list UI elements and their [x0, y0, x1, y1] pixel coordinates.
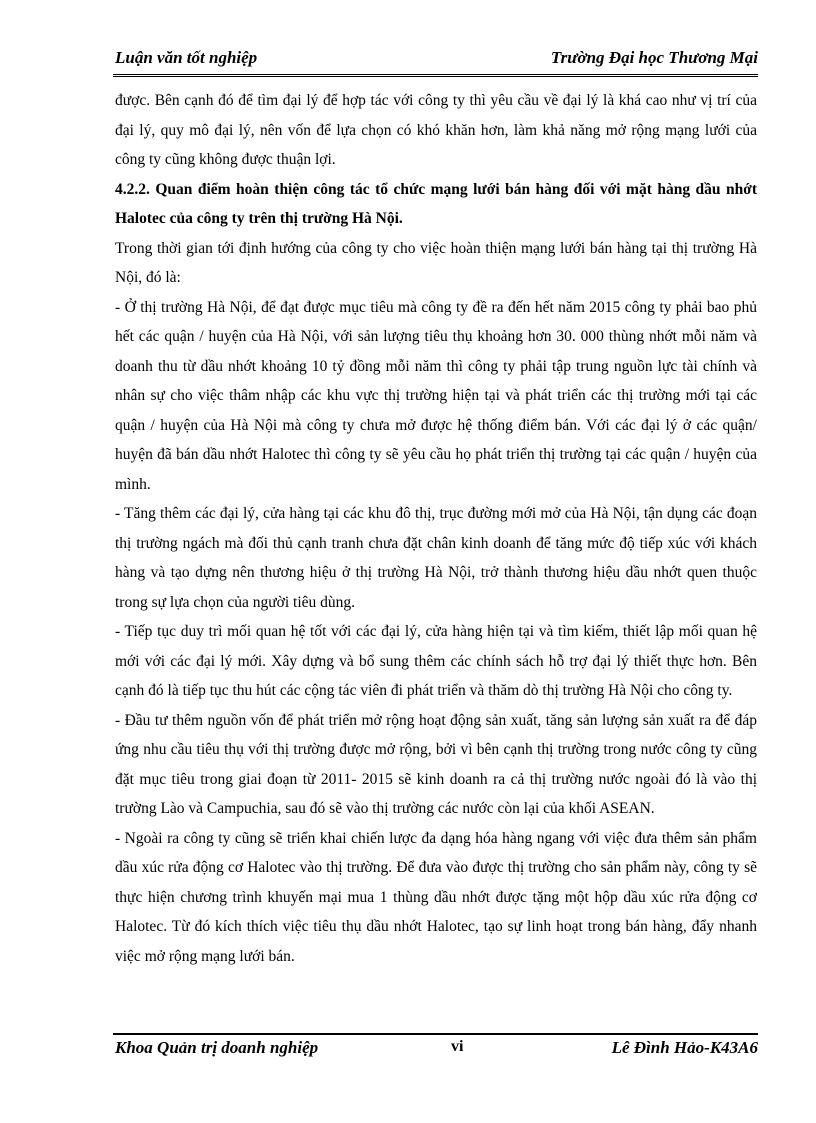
- footer-faculty: Khoa Quản trị doanh nghiệp: [115, 1038, 319, 1057]
- header-right-title: Trường Đại học Thương Mại: [550, 48, 758, 67]
- paragraph-bullet-3: - Tiếp tục duy trì mối quan hệ tốt với các đại lý, cửa hàng hiện tại và tìm kiếm, thiết lập mối quan hệ mới với các đại lý mới. Xây dựng và bổ sung thêm các chính sách hỗ trợ đại lý thiết thực hơn. Bên cạnh đó là tiếp tục thu hút các cộng tác viên đi phát triển và thăm dò thị trường Hà Nội cho công ty.: [115, 623, 757, 699]
- paragraph-bullet-1: - Ở thị trường Hà Nội, để đạt được mục tiêu mà công ty đề ra đến hết năm 2015 công ty phải bao phủ hết các quận / huyện của Hà Nội, với sản lượng tiêu thụ khoảng hơn 30. 000 thùng nhớt mỗi năm và doanh thu từ dầu nhớt khoảng 10 tỷ đồng mỗi năm thì công ty phải tập trung nguồn lực tài chính và nhân sự cho việc thâm nhập các khu vực thị trường hiện tại và phát triển các thị trường mới tại các quận / huyện của Hà Nội mà công ty chưa mở được hệ thống điểm bán. Với các đại lý ở các quận/ huyện đã bán dầu nhớt Halotec thì công ty sẽ yêu cầu họ phát triển thị trường tại các quận / huyện của mình.: [115, 298, 757, 493]
- page-number: vi: [451, 1038, 464, 1055]
- paragraph-orientation: Trong thời gian tới định hướng của công ty cho việc hoàn thiện mạng lưới bán hàng tại thị trường Hà Nội, đó là:: [115, 239, 757, 286]
- footer-author: Lê Đình Hảo-K43A6: [611, 1038, 758, 1057]
- header-left-title: Luận văn tốt nghiệp: [115, 48, 258, 67]
- paragraph-intro: được. Bên cạnh đó để tìm đại lý để hợp tác với công ty thì yêu cầu về đại lý là khá cao như vị trí của đại lý, quy mô đại lý, nên vốn để lựa chọn có khó khăn hơn, làm khả năng mở rộng mạng lưới của công ty cũng không được thuận lợi.: [115, 92, 757, 168]
- paragraph-bullet-4: - Đầu tư thêm nguồn vốn để phát triển mở rộng hoạt động sản xuất, tăng sản lượng sản xuất ra để đáp ứng nhu cầu tiêu thụ với thị trường được mở rộng, bởi vì bên cạnh thị trường trong nước công ty cũng đặt mục tiêu trong giai đoạn từ 2011- 2015 sẽ kinh doanh ra cả thị trường nước ngoài đó là vào thị trường Lào và Campuchia, sau đó sẽ vào thị trường các nước còn lại của khối ASEAN.: [115, 711, 757, 817]
- document-body: [115, 86, 757, 971]
- section-heading: 4.2.2. Quan điểm hoàn thiện công tác tổ chức mạng lưới bán hàng đối với mặt hàng dầu nhớt Halotec của công ty trên thị trường Hà Nội.: [115, 180, 757, 227]
- page-header: [113, 46, 758, 77]
- paragraph-bullet-5: - Ngoài ra công ty cũng sẽ triển khai chiến lược đa dạng hóa hàng ngang với việc đưa thêm sản phẩm dầu xúc rửa động cơ Halotec vào thị trường. Để đưa vào được thị trường cho sản phẩm này, công ty sẽ thực hiện chương trình khuyến mại mua 1 thùng dầu nhớt được tặng một hộp dầu xúc rửa động cơ Halotec. Từ đó kích thích việc tiêu thụ dầu nhớt Halotec, tạo sự linh hoạt trong bán hàng, đẩy nhanh việc mở rộng mạng lưới bán.: [115, 829, 757, 965]
- page-footer: [113, 1033, 758, 1063]
- paragraph-bullet-2: - Tăng thêm các đại lý, cửa hàng tại các khu đô thị, trục đường mới mở của Hà Nội, tận dụng các đoạn thị trường ngách mà đối thủ cạnh tranh chưa đặt chân kinh doanh để tăng mức độ tiếp xúc với khách hàng và tạo dựng nên thương hiệu ở thị trường Hà Nội, trở thành thương hiệu dầu nhớt quen thuộc trong sự lựa chọn của người tiêu dùng.: [115, 505, 757, 611]
